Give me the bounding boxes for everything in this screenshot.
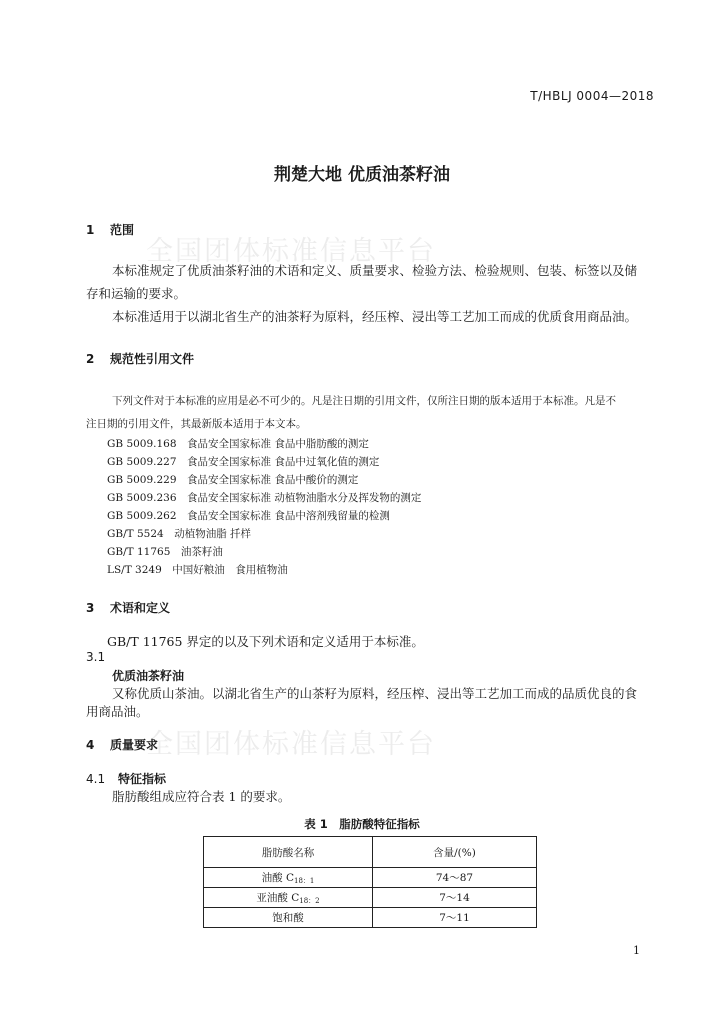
watermark-text: 全国团体标准信息平台 — [146, 236, 436, 267]
table-cell-value: 74～87 — [373, 868, 537, 888]
standard-number: T/HBLJ 0004—2018 — [530, 89, 654, 103]
section-title: 术语和定义 — [110, 601, 171, 615]
section-1-heading — [86, 221, 134, 238]
reference-item: GB/T 5524 动植物油脂 扦样 — [107, 528, 252, 540]
section-title: 规范性引用文件 — [110, 352, 195, 366]
document-title: 荆楚大地 优质油茶籽油 — [274, 165, 450, 185]
table-header-cell: 含量/(%) — [373, 837, 537, 868]
page-number: 1 — [633, 944, 640, 957]
subsection-title: 特征指标 — [118, 772, 167, 786]
watermark-text: 全国团体标准信息平台 — [146, 729, 436, 760]
term-number: 3.1 — [86, 650, 106, 664]
fatty-acid-table — [203, 836, 537, 928]
reference-item: GB 5009.168 食品安全国家标准 食品中脂肪酸的测定 — [107, 438, 369, 450]
subsection-4-1-heading — [86, 770, 166, 787]
reference-item: GB/T 11765 油茶籽油 — [107, 546, 223, 558]
table-cell-name: 饱和酸 — [204, 908, 373, 928]
term-name: 优质油茶籽油 — [112, 669, 185, 683]
term-definition: 用商品油。 — [86, 704, 149, 719]
paragraph: GB/T 11765 界定的以及下列术语和定义适用于本标准。 — [107, 634, 424, 649]
paragraph: 脂肪酸组成应符合表 1 的要求。 — [112, 789, 291, 804]
section-number: 2 — [86, 352, 95, 366]
reference-item: GB 5009.227 食品安全国家标准 食品中过氧化值的测定 — [107, 456, 380, 468]
section-3-heading — [86, 599, 170, 616]
section-title: 范围 — [110, 223, 135, 237]
reference-item: LS/T 3249 中国好粮油 食用植物油 — [107, 564, 288, 576]
section-number: 3 — [86, 601, 95, 615]
section-2-heading — [86, 350, 194, 367]
table-cell-name: 油酸 $C_{18:1}$ — [204, 868, 373, 888]
table-row — [204, 888, 537, 908]
reference-item: GB 5009.262 食品安全国家标准 食品中溶剂残留量的检测 — [107, 510, 390, 522]
reference-item: GB 5009.229 食品安全国家标准 食品中酸价的测定 — [107, 474, 359, 486]
reference-item: GB 5009.236 食品安全国家标准 动植物油脂水分及挥发物的测定 — [107, 492, 422, 504]
table-caption: 表 1 脂肪酸特征指标 — [304, 817, 420, 831]
table-cell-name: 亚油酸 $C_{18:2}$ — [204, 888, 373, 908]
table-cell-value: 7～14 — [373, 888, 537, 908]
section-number: 4 — [86, 738, 95, 752]
term-definition: 又称优质山茶油。以湖北省生产的山茶籽为原料，经压榨、浸出等工艺加工而成的品质优良的食 — [112, 686, 638, 701]
table-header-row — [204, 837, 537, 868]
section-number: 1 — [86, 223, 95, 237]
paragraph: 本标准适用于以湖北省生产的油茶籽为原料，经压榨、浸出等工艺加工而成的优质食用商品油。 — [112, 309, 638, 324]
table-row — [204, 908, 537, 928]
table-header-cell: 脂肪酸名称 — [204, 837, 373, 868]
table-cell-value: 7～11 — [373, 908, 537, 928]
section-title: 质量要求 — [110, 738, 159, 752]
paragraph: 存和运输的要求。 — [86, 286, 187, 301]
paragraph: 下列文件对于本标准的应用是必不可少的。凡是注日期的引用文件，仅所注日期的版本适用于本标准。凡是不 — [112, 395, 616, 407]
table-row — [204, 868, 537, 888]
section-4-heading — [86, 736, 158, 753]
paragraph: 注日期的引用文件，其最新版本适用于本文本。 — [86, 418, 307, 430]
subsection-number: 4.1 — [86, 772, 106, 786]
paragraph: 本标准规定了优质油茶籽油的术语和定义、质量要求、检验方法、检验规则、包装、标签以及储 — [112, 263, 638, 278]
